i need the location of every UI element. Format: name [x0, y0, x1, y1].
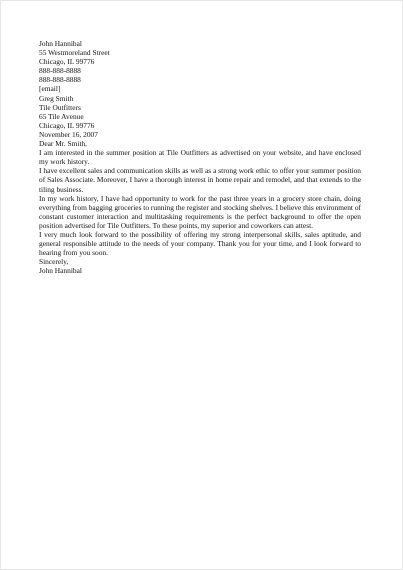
recipient-city: Chicago, IL 99776 [39, 120, 95, 130]
recipient-name: Greg Smith [39, 93, 74, 103]
recipient-street: 65 Tile Avenue [39, 111, 84, 121]
salutation: Dear Mr. Smith, [39, 139, 88, 149]
recipient-block [39, 94, 361, 130]
closing: Sincerely, [39, 257, 69, 267]
signature-name: John Hannibal [39, 266, 82, 276]
letter-date: November 16, 2007 [39, 129, 98, 139]
body-paragraph-4: I very much look forward to the possibility of offering my strong interpersonal skills, sales aptitude, and general responsible attitude to the needs of your company. Thank you for your time, and I look forward to hearing from you soon. [39, 229, 361, 258]
body-paragraph-1: I am interested in the summer position at Tile Outfitters as advertised on your website, and have enclosed my work history. [39, 148, 361, 167]
sender-phone-2: 888-888-8888 [39, 75, 81, 85]
sender-phone-1: 888-888-8888 [39, 66, 81, 76]
recipient-company: Tile Outfitters [39, 102, 81, 112]
sender-city: Chicago, IL 99776 [39, 57, 95, 67]
sender-email: [email] [39, 84, 61, 94]
sender-block [39, 39, 361, 94]
cover-letter [39, 39, 361, 275]
sender-street: 55 Westmoreland Street [39, 48, 110, 58]
body-paragraph-3: In my work history, I have had opportunity to work for the past three years in a grocery store chain, doing everything from bagging groceries to running the register and stocking shelves. I believe this environment of constant customer interaction and multitasking requirements is the perfect background to offer the open position advertised for Tile Outfitters. To these points, my superior and coworkers can attest. [39, 193, 361, 230]
sender-name: John Hannibal [39, 39, 82, 48]
letter-body [39, 148, 361, 257]
body-paragraph-2: I have excellent sales and communication skills as well as a strong work ethic to offer your summer position of Sales Associate. Moreover, I have a thorough interest in home repair and remodel, and that extends to the tiling business. [39, 166, 361, 194]
